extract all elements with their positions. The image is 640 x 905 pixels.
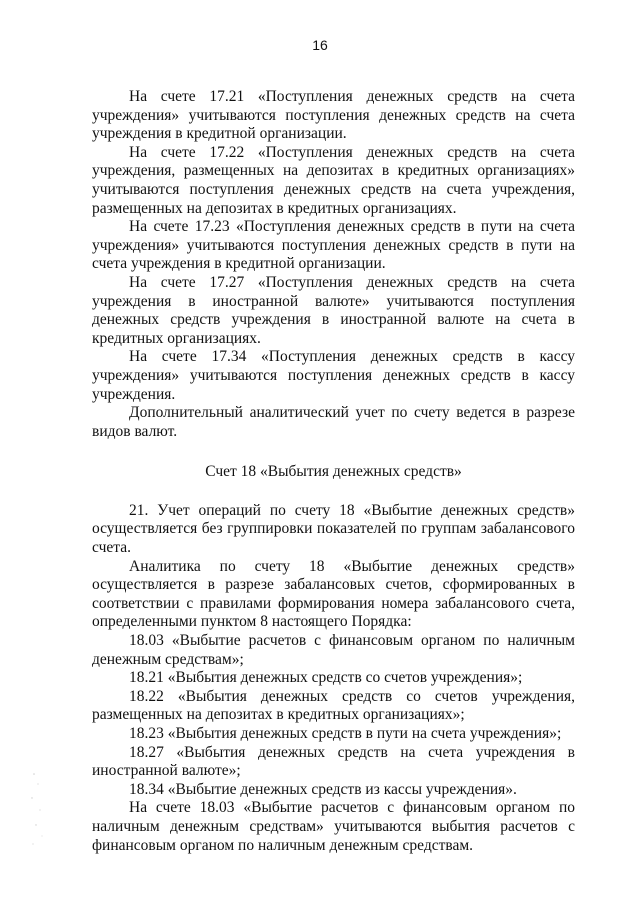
paragraph-item-21: 21. Учет операций по счету 18 «Выбытие денежных средств» осуществляется без группировки показателей по группам забалансового счета. [92,501,575,557]
paragraph-account-17-21: На счете 17.21 «Поступления денежных средств на счета учреждения» учитываются поступления денежных средств на счета учреждения в кредитной организации. [92,88,575,143]
list-item-18-34: 18.34 «Выбытие денежных средств из кассы учреждения». [129,780,517,798]
paragraph-account-17-27: На счете 17.27 «Поступления денежных средств на счета учреждения в иностранной валюте» учитываются поступления денежных средств учреждения в иностранной валюте на счета в кредитных организациях. [92,273,575,347]
paragraph-account-17-23: На счете 17.23 «Поступления денежных средств в пути на счета учреждения» учитываются поступления денежных средств в пути на счета учреждения в кредитной организации. [92,218,575,273]
list-item-18-03: 18.03 «Выбытие расчетов с финансовым органом по наличным денежным средствам»; [92,632,575,668]
page-number: 16 [312,37,328,53]
list-item-18-23: 18.23 «Выбытия денежных средств в пути на счета учреждения»; [129,725,562,742]
paragraph-account-18-03: На счете 18.03 «Выбытие расчетов с финансовым органом по наличным денежным средствам» учитываются выбытия расчетов с финансовым органом по наличным денежным средствам. [92,799,575,854]
paragraph-account-17-34: На счете 17.34 «Поступления денежных средств в кассу учреждения» учитываются поступления денежных средств в кассу учреждения. [92,348,575,403]
list-item-18-22: 18.22 «Выбытия денежных средств со счетов учреждения, размещенных на депозитах в кредитных организациях»; [92,687,575,724]
document-text [92,88,575,855]
list-item-18-21: 18.21 «Выбытия денежных средств со счетов учреждения»; [129,669,523,687]
section-heading-account-18: Счет 18 «Выбытия денежных средств» [205,463,462,481]
list-item-18-27: 18.27 «Выбытия денежных средств на счета учреждения в иностранной валюте»; [92,743,575,780]
scan-noise-marks [28,770,58,850]
paragraph-analytics-currency: Дополнительный аналитический учет по счету ведется в разрезе видов валют. [92,404,575,440]
paragraph-analytics-18: Аналитика по счету 18 «Выбытие денежных средств» осуществляется в разрезе забалансовых счетов, сформированных в соответствии с правилами формирования номера забалансового счета, определенными пунктом 8 настоящего Порядка: [92,557,575,631]
paragraph-account-17-22: На счете 17.22 «Поступления денежных средств на счета учреждения, размещенных на депозитах в кредитных организациях» учитываются поступления денежных средств на счета учреждения, размещенных на депозитах в кредитных организациях. [92,143,575,217]
